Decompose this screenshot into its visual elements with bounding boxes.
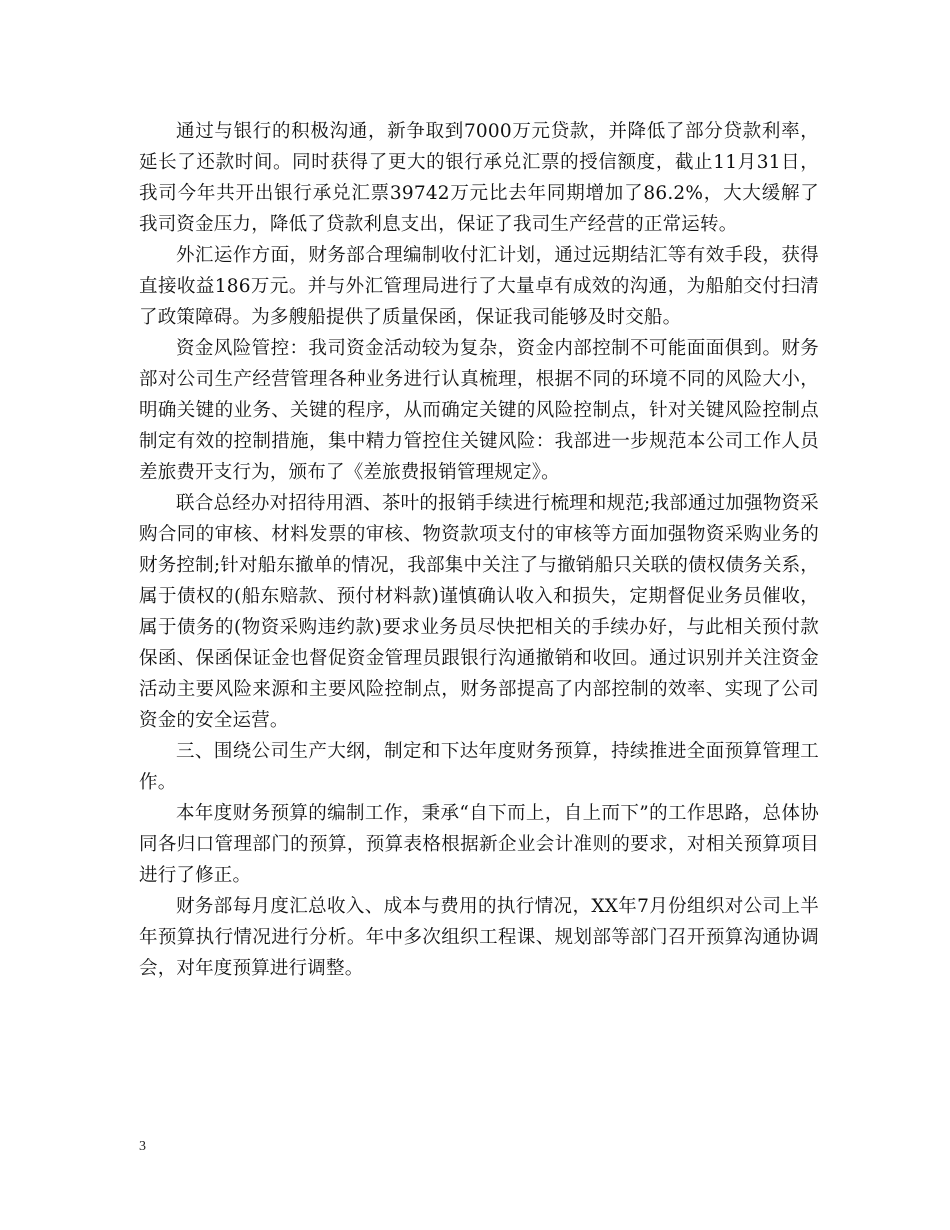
paragraph-bank-loans: 通过与银行的积极沟通，新争取到7000万元贷款，并降低了部分贷款利率，延长了还款时间。同时获得了更大的银行承兑汇票的授信额度，截止11月31日，我司今年共开出银行承兑汇票39742万元比去年同期增加了86.2%，大大缓解了我司资金压力，降低了贷款利息支出，保证了我司生产经营的正常运转。	[139, 121, 819, 235]
paragraph-expense-control: 联合总经办对招待用酒、茶叶的报销手续进行梳理和规范;我部通过加强物资采购合同的审核、材料发票的审核、物资款项支付的审核等方面加强物资采购业务的财务控制;针对船东撤单的情况，我部集中关注了与撤销船只关联的债权债务关系，属于债权的(船东赔款、预付材料款)谨慎确认收入和损失，定期督促业务员催收，属于债务的(物资采购违约款)要求业务员尽快把相关的手续办好，与此相关预付款保函、保函保证金也督促资金管理员跟银行沟通撤销和收回。通过识别并关注资金活动主要风险来源和主要风险控制点，财务部提高了内部控制的效率、实现了公司资金的安全运营。	[139, 493, 819, 731]
page-number: 3	[139, 1139, 146, 1154]
section-heading-budget: 三、围绕公司生产大纲，制定和下达年度财务预算，持续推进全面预算管理工作。	[139, 741, 819, 793]
paragraph-budget-execution: 财务部每月度汇总收入、成本与费用的执行情况，XX年7月份组织对公司上半年预算执行情况进行分析。年中多次组织工程课、规划部等部门召开预算沟通协调会，对年度预算进行调整。	[139, 896, 819, 979]
paragraph-fund-risk-control: 资金风险管控：我司资金活动较为复杂，资金内部控制不可能面面俱到。财务部对公司生产经营管理各种业务进行认真梳理，根据不同的环境不同的风险大小，明确关键的业务、关键的程序，从而确定关键的风险控制点，针对关键风险控制点制定有效的控制措施，集中精力管控住关键风险：我部进一步规范本公司工作人员差旅费开支行为，颁布了《差旅费报销管理规定》。	[139, 338, 819, 483]
paragraph-budget-preparation: 本年度财务预算的编制工作，秉承“自下而上，自上而下”的工作思路，总体协同各归口管理部门的预算，预算表格根据新企业会计准则的要求，对相关预算项目进行了修正。	[139, 803, 819, 886]
paragraph-foreign-exchange: 外汇运作方面，财务部合理编制收付汇计划，通过远期结汇等有效手段，获得直接收益186万元。并与外汇管理局进行了大量卓有成效的沟通，为船舶交付扫清了政策障碍。为多艘船提供了质量保函，保证我司能够及时交船。	[139, 245, 819, 328]
document-body	[139, 116, 819, 984]
